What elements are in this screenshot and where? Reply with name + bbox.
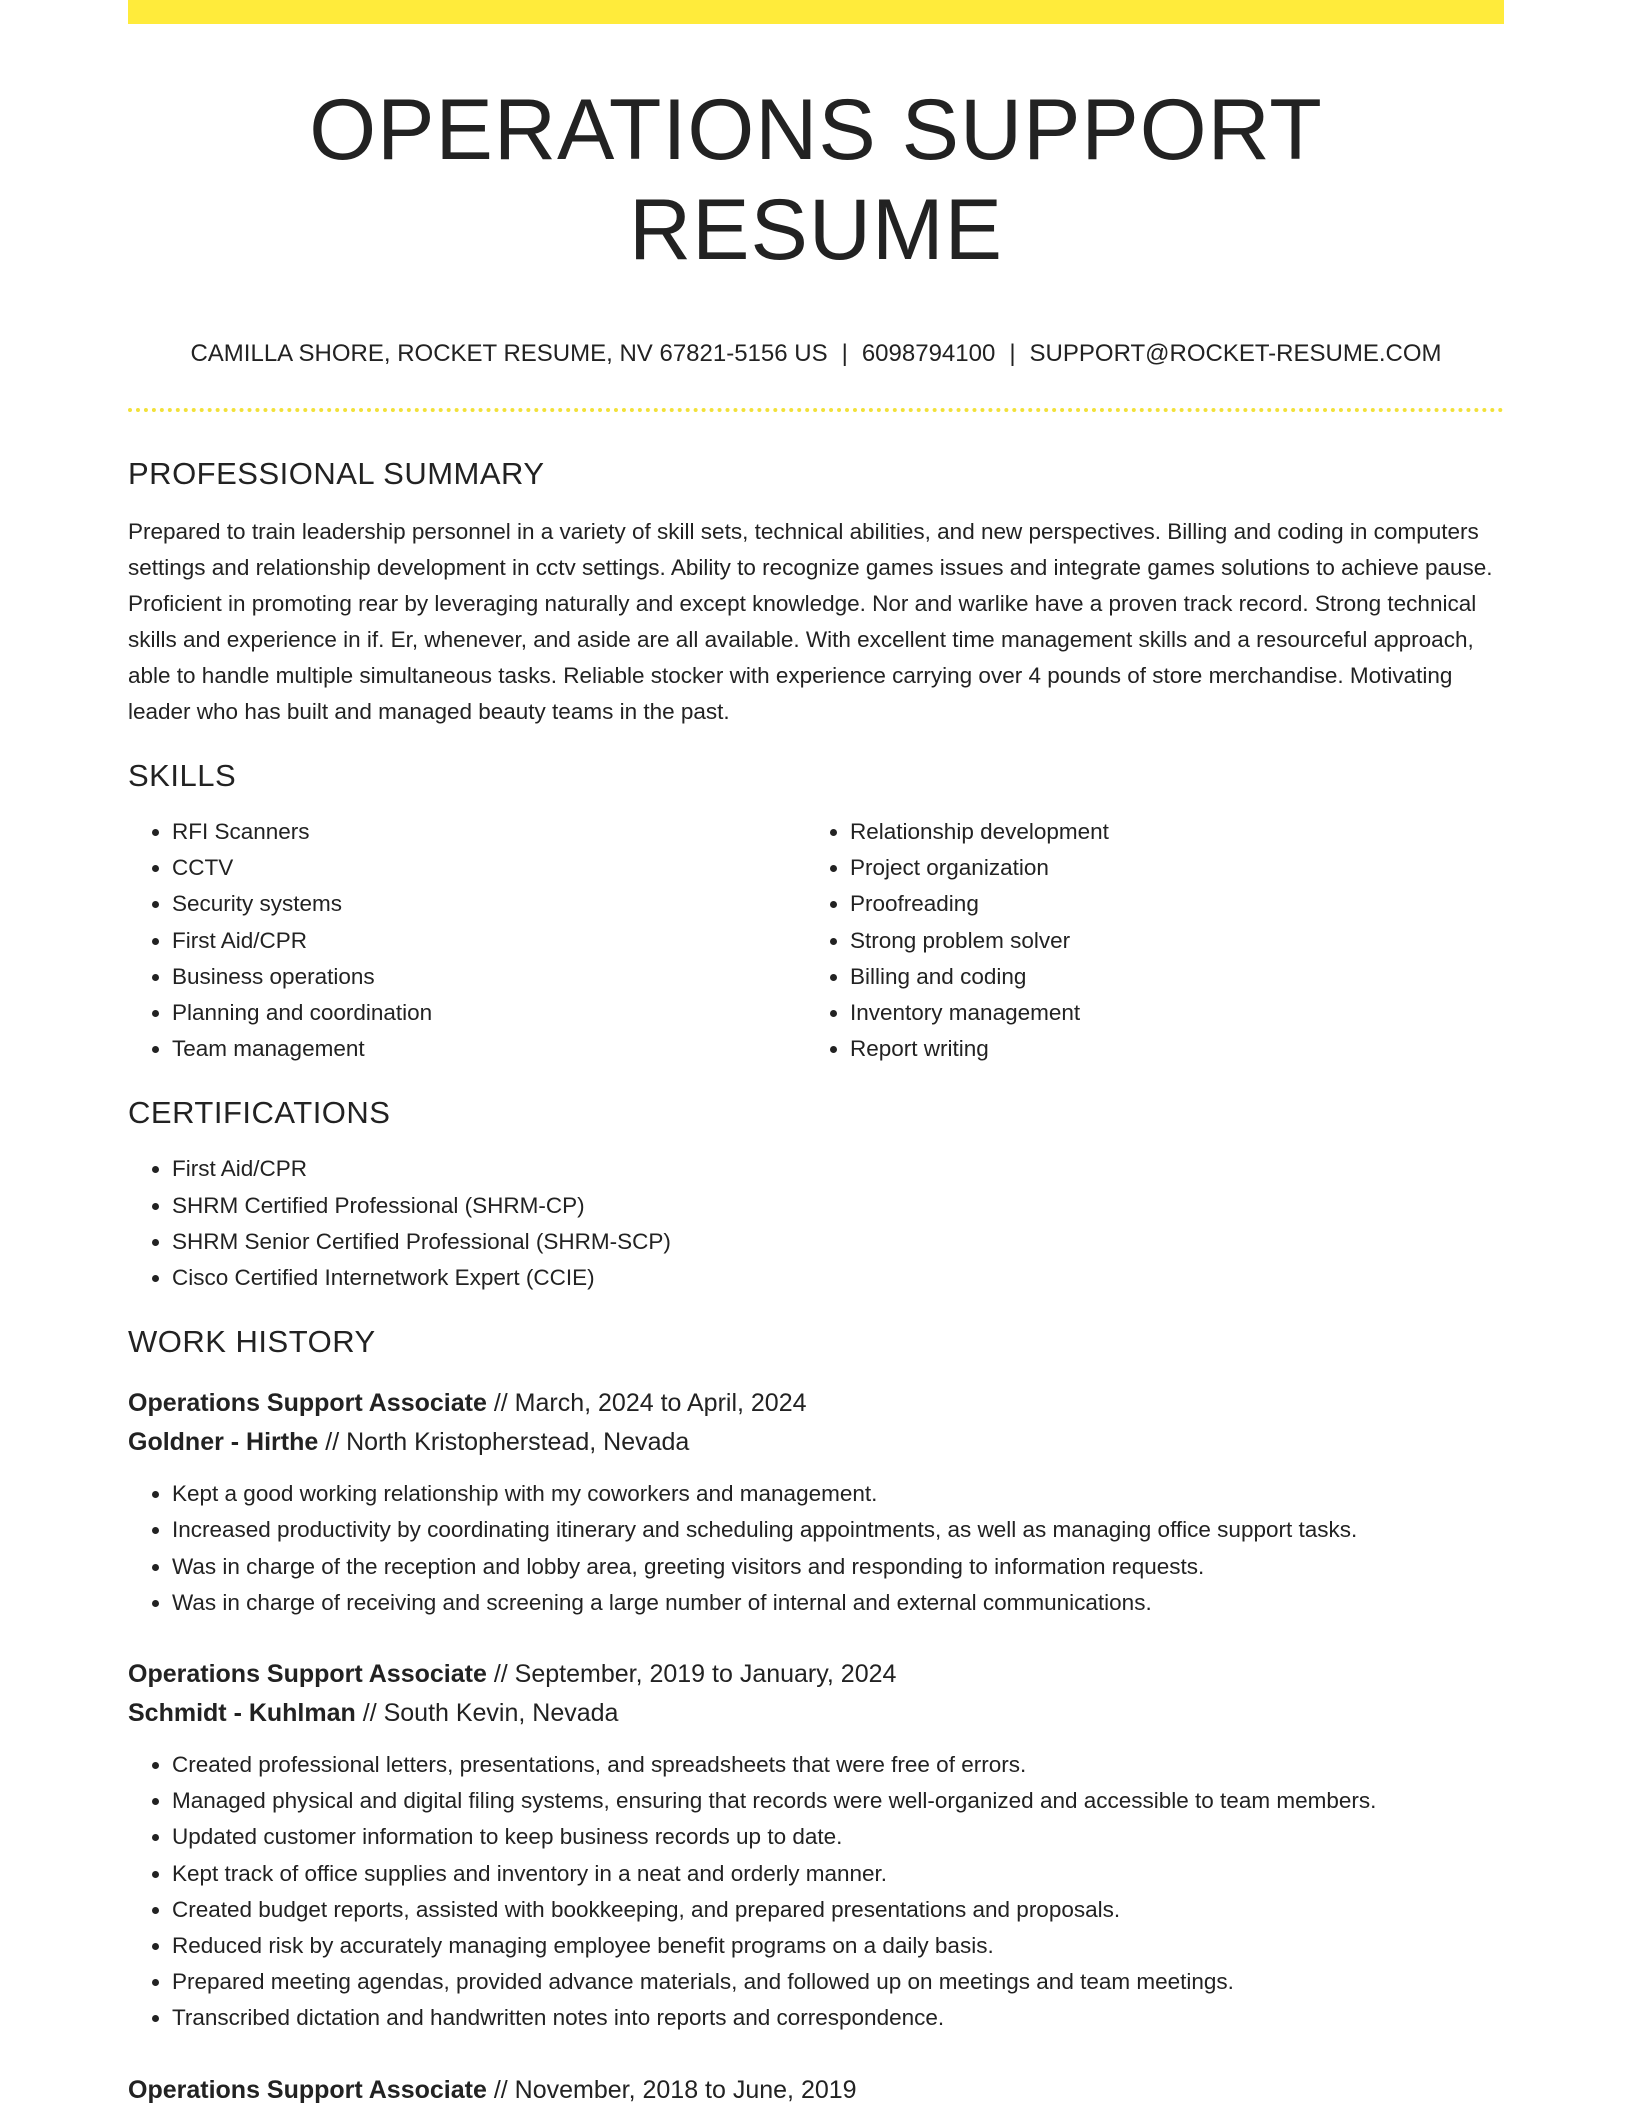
job-dates: // November, 2018 to June, 2019 xyxy=(486,2075,857,2104)
skill-item: • Business operations xyxy=(172,959,806,995)
job-entry xyxy=(128,1384,1504,1621)
summary-text: Prepared to train leadership personnel in a variety of skill sets, technical abilities, and new perspectives. Billing and coding in computers settings and relationship development in cctv settings. Ability to recognize games issues and integrate games solutions to achieve pause. Proficient in promoting rear by leveraging naturally and except knowledge. Nor and warlike have a proven track record. Strong technical skills and experience in if. Er, whenever, and aside are all available. With excellent time management skills and a resourceful approach, able to handle multiple simultaneous tasks. Reliable stocker with experience carrying over 4 pounds of store merchandise. Motivating leader who has built and managed beauty teams in the past. xyxy=(128,519,1493,724)
job-bullets xyxy=(128,1747,1504,2037)
certification-item: • First Aid/CPR xyxy=(172,1151,1504,1187)
contact-line xyxy=(128,338,1504,370)
header-divider xyxy=(128,408,1504,412)
certifications-bullets xyxy=(128,1151,1504,1296)
job-bullet: • Transcribed dictation and handwritten notes into reports and correspondence. xyxy=(172,2000,1504,2036)
job-title: Operations Support Associate xyxy=(128,1660,487,1689)
job-bullet: • Created professional letters, presentations, and spreadsheets that were free of errors. xyxy=(172,1747,1504,1783)
contact-email: SUPPORT@ROCKET-RESUME.COM xyxy=(1029,340,1442,367)
job-dates: // March, 2024 to April, 2024 xyxy=(486,1389,807,1418)
skill-item: • Team management xyxy=(172,1031,806,1067)
job-bullet: • Reduced risk by accurately managing employee benefit programs on a daily basis. xyxy=(172,1928,1504,1964)
contact-separator: | xyxy=(841,340,848,367)
certifications-list xyxy=(128,1151,1504,1296)
skills-heading: SKILLS xyxy=(128,758,237,793)
skill-item: • Relationship development xyxy=(850,814,1484,850)
job-company: Schmidt - Kuhlman xyxy=(128,1699,356,1728)
contact-separator: | xyxy=(1009,340,1016,367)
job-company-line xyxy=(128,1423,1504,1462)
skills-column-left xyxy=(128,814,806,1067)
skill-item: • Project organization xyxy=(850,850,1484,886)
skill-item: • First Aid/CPR xyxy=(172,923,806,959)
job-bullet: • Managed physical and digital filing systems, ensuring that records were well-organized and accessible to team members. xyxy=(172,1783,1504,1819)
contact-phone: 6098794100 xyxy=(861,340,996,367)
job-dates: // September, 2019 to January, 2024 xyxy=(486,1660,897,1689)
job-bullet: • Kept track of office supplies and inventory in a neat and orderly manner. xyxy=(172,1856,1504,1892)
skill-item: • Report writing xyxy=(850,1031,1484,1067)
job-title-line xyxy=(128,1384,1504,1423)
skill-item: • Proofreading xyxy=(850,886,1484,922)
resume-content xyxy=(128,0,1504,2110)
certification-item: • SHRM Certified Professional (SHRM-CP) xyxy=(172,1188,1504,1224)
skill-item: • RFI Scanners xyxy=(172,814,806,850)
skill-item: • Billing and coding xyxy=(850,959,1484,995)
resume-title: OPERATIONS SUPPORT RESUME xyxy=(309,82,1323,278)
skill-item: • Strong problem solver xyxy=(850,923,1484,959)
job-company: Goldner - Hirthe xyxy=(128,1428,319,1457)
job-title-line xyxy=(128,2071,1504,2110)
contact-address: CAMILLA SHORE, ROCKET RESUME, NV 67821-5156 US xyxy=(190,340,828,367)
skills-list-right xyxy=(806,814,1484,1067)
job-bullet: • Kept a good working relationship with my coworkers and management. xyxy=(172,1476,1504,1512)
certification-item: • Cisco Certified Internetwork Expert (CCIE) xyxy=(172,1260,1504,1296)
job-entry xyxy=(128,1655,1504,2037)
skill-item: • Inventory management xyxy=(850,995,1484,1031)
skills-column-right xyxy=(806,814,1484,1067)
skill-item: • Planning and coordination xyxy=(172,995,806,1031)
work-history-heading: WORK HISTORY xyxy=(128,1324,376,1360)
job-title: Operations Support Associate xyxy=(128,1389,487,1418)
job-bullet: • Was in charge of the reception and lobby area, greeting visitors and responding to information requests. xyxy=(172,1549,1504,1585)
job-title-line xyxy=(128,1655,1504,1694)
job-location: // South Kevin, Nevada xyxy=(355,1699,619,1728)
job-bullet: • Updated customer information to keep business records up to date. xyxy=(172,1819,1504,1855)
job-location: // North Kristopherstead, Nevada xyxy=(318,1428,690,1457)
job-entry xyxy=(128,2071,1504,2110)
skills-columns xyxy=(128,814,1504,1067)
summary-heading: PROFESSIONAL SUMMARY xyxy=(128,456,545,491)
job-bullet: • Prepared meeting agendas, provided advance materials, and followed up on meetings and team meetings. xyxy=(172,1964,1504,2000)
job-title: Operations Support Associate xyxy=(128,2075,487,2104)
certifications-heading: CERTIFICATIONS xyxy=(128,1095,391,1131)
skills-list-left xyxy=(128,814,806,1067)
job-bullet: • Increased productivity by coordinating itinerary and scheduling appointments, as well as managing office support tasks. xyxy=(172,1512,1504,1548)
skill-item: • Security systems xyxy=(172,886,806,922)
job-bullet: • Was in charge of receiving and screening a large number of internal and external communications. xyxy=(172,1585,1504,1621)
job-bullets xyxy=(128,1476,1504,1621)
job-company-line xyxy=(128,1694,1504,1733)
skill-item: • CCTV xyxy=(172,850,806,886)
certification-item: • SHRM Senior Certified Professional (SHRM-SCP) xyxy=(172,1224,1504,1260)
job-bullet: • Created budget reports, assisted with bookkeeping, and prepared presentations and proposals. xyxy=(172,1892,1504,1928)
